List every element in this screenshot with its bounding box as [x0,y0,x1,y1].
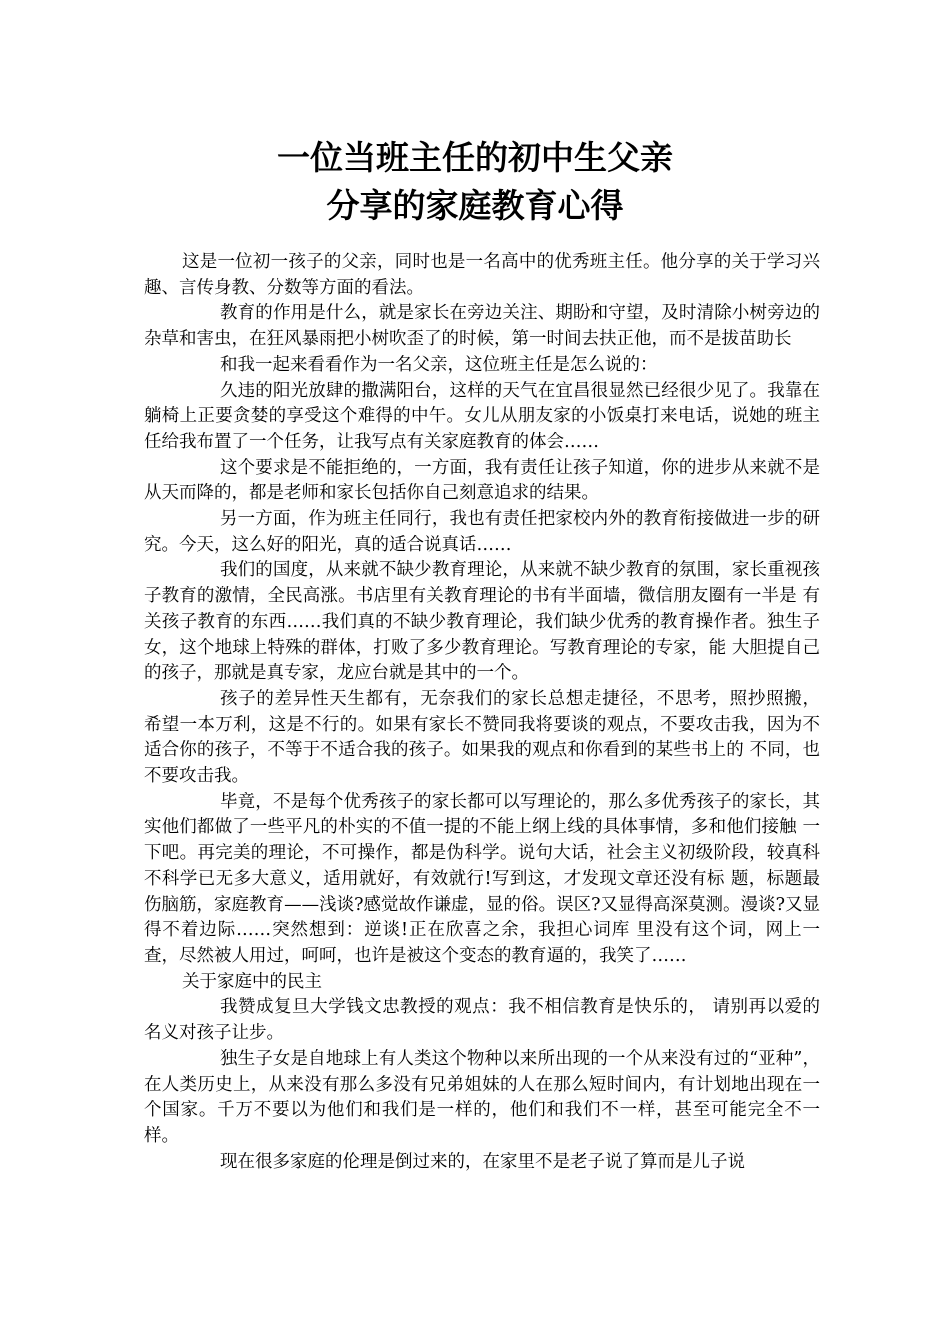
paragraph: 毕竟，不是每个优秀孩子的家长都可以写理论的，那么多优秀孩子的家长，其实他们都做了一些平凡的朴实的不值一提的不能上纲上线的具体事情，多和他们接触 一下吧。再完美的理论，不可操作，都是伪科学。说句大话，社会主义初级阶段，较真科不科学已无多大意义，适用就好，有效就行!写到这，才发现文章还没有标 题，标题最伤脑筋，家庭教育——浅谈?感觉故作谦虚，显的俗。误区?又显得高深莫测。漫谈?又显得不着边际……突然想到：逆谈!正在欣喜之余，我担心词库 里没有这个词，网上一查，尽然被人用过，呵呵，也许是被这个变态的教育逼的，我笑了…… [144,791,820,966]
paragraph: 独生子女是自地球上有人类这个物种以来所出现的一个从来没有过的“亚种”，在人类历史上，从来没有那么多没有兄弟姐妹的人在那么短时间内，有计划地出现在一个国家。千万不要以为他们和我们是一样的，他们和我们不一样，甚至可能完全不一样。 [144,1048,820,1146]
paragraph: 另一方面，作为班主任同行，我也有责任把家校内外的教育衔接做进一步的研究。今天，这么好的阳光，真的适合说真话…… [144,509,820,555]
paragraph: 我赞成复旦大学钱文忠教授的观点：我不相信教育是快乐的， 请别再以爱的名义对孩子让步。 [144,997,820,1044]
document-body [144,250,820,1175]
paragraph: 教育的作用是什么，就是家长在旁边关注、期盼和守望，及时清除小树旁边的杂草和害虫，在狂风暴雨把小树吹歪了的时候，第一时间去扶正他，而不是拔苗助长 [144,303,820,350]
paragraph: 和我一起来看看作为一名父亲，这位班主任是怎么说的： [220,354,658,375]
document-title-line-2: 分享的家庭教育心得 [326,186,624,225]
paragraph-intro: 这是一位初一孩子的父亲，同时也是一名高中的优秀班主任。他分享的关于学习兴趣、言传身教、分数等方面的看法。 [144,252,820,298]
section-heading: 关于家庭中的民主 [182,971,322,992]
paragraph: 孩子的差异性天生都有，无奈我们的家长总想走捷径，不思考，照抄照搬， 希望一本万利，这是不行的。如果有家长不赞同我将要谈的观点，不要攻击我，因为不适合你的孩子，不等于不适合我的孩子。如果我的观点和你看到的某些书上的 不同，也不要攻击我。 [144,688,820,787]
paragraph: 这个要求是不能拒绝的，一方面，我有责任让孩子知道，你的进步从来就不是从天而降的，都是老师和家长包括你自己刻意追求的结果。 [144,457,820,504]
paragraph: 我们的国度，从来就不缺少教育理论，从来就不缺少教育的氛围，家长重视孩子教育的激情，全民高涨。书店里有关教育理论的书有半面墙，微信朋友圈有一半是 有关孩子教育的东西……我们真的不缺少教育理论，我们缺少优秀的教育操作者。独生子女，这个地球上特殊的群体，打败了多少教育理论。写教育理论的专家，能 大胆提自己的孩子，那就是真专家，龙应台就是其中的一个。 [144,560,820,684]
document-title-line-1: 一位当班主任的初中生父亲 [277,138,673,177]
paragraph: 久违的阳光放肆的撒满阳台，这样的天气在宜昌很显然已经很少见了。我靠在躺椅上正要贪婪的享受这个难得的中午。女儿从朋友家的小饭桌打来电话，说她的班主任给我布置了一个任务，让我写点有关家庭教育的体会…… [144,380,820,452]
paragraph: 现在很多家庭的伦理是倒过来的，在家里不是老子说了算而是儿子说 [220,1151,745,1172]
